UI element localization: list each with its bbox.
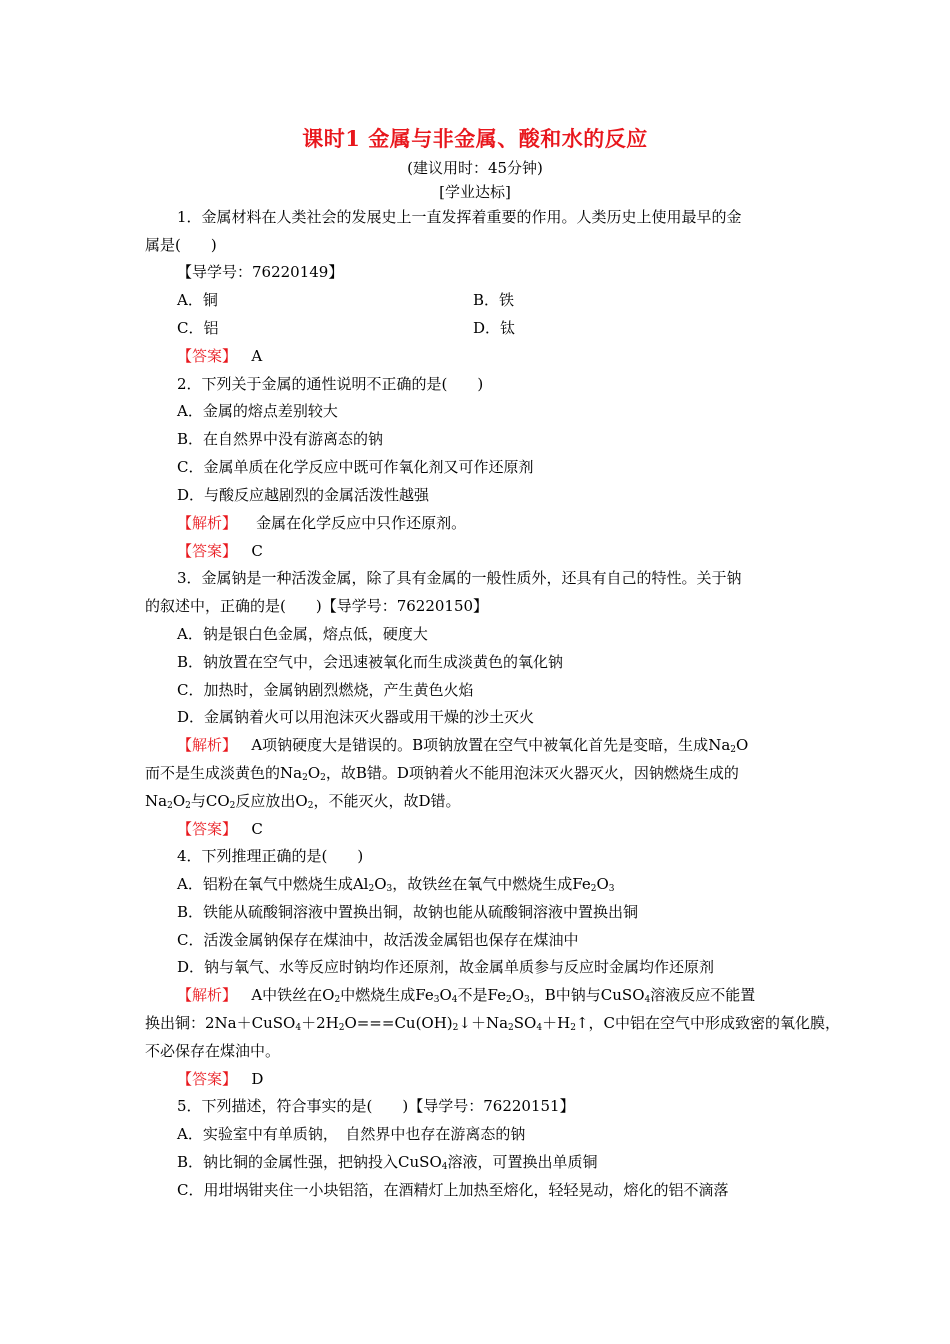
answer-tag: 【答案】 [177,1070,238,1088]
question-5-stem: 5．下列描述，符合事实的是( )【导学号：76220151】 [177,1097,575,1115]
question-3-stem-line-1: 3．金属钠是一种活泼金属，除了具有金属的一般性质外，还具有自己的特性。关于钠 [177,569,742,587]
question-2-option-c: C．金属单质在化学反应中既可作氧化剂又可作还原剂 [177,458,534,476]
question-3-analysis-line-2: 而不是生成淡黄色的$Na_2O_2$，故B错。D项钠着火不能用泡沫灭火器灭火，因钠燃烧生成的 [145,764,739,783]
answer-value: C [251,542,263,560]
question-4-stem: 4．下列推理正确的是( ) [177,847,364,865]
answer-value: C [251,820,263,838]
question-2-stem: 2．下列关于金属的通性说明不正确的是( ) [177,375,484,393]
answer-tag: 【答案】 [177,347,238,365]
answer-value: D [251,1070,264,1088]
question-1-guide-number: 【导学号：76220149】 [177,263,344,281]
question-2-analysis [177,513,466,533]
question-3-option-c: C．加热时，金属钠剧烈燃烧，产生黄色火焰 [177,681,474,699]
question-4-option-b: B．铁能从硫酸铜溶液中置换出铜，故钠也能从硫酸铜溶液中置换出铜 [177,903,639,921]
question-1-stem-line-2: 属是( ) [145,236,217,254]
question-3-analysis-line-1: 【解析】 A项钠硬度大是错误的。B项钠放置在空气中被氧化首先是变暗，生成$Na_2O$ [177,736,749,755]
analysis-tag: 【解析】 [177,514,238,532]
question-2-option-d: D．与酸反应越剧烈的金属活泼性越强 [177,486,430,504]
question-2-option-b: B．在自然界中没有游离态的钠 [177,430,384,448]
answer-tag: 【答案】 [177,542,238,560]
analysis-tag: 【解析】 [177,986,238,1004]
analysis-text: 金属在化学反应中只作还原剂。 [256,514,467,532]
question-3-option-a: A．钠是银白色金属，熔点低，硬度大 [177,625,428,643]
analysis-tag: 【解析】 [177,736,238,754]
question-4-option-a: A．铝粉在氧气中燃烧生成$Al_2O_3$，故铁丝在氧气中燃烧生成$Fe_2O_3$ [177,875,615,894]
question-4-analysis-line-2: 换出铜：$2Na+CuSO_4+2H_2O===Cu(OH)_2↓+Na_2SO_4+H_2↑$，C中铝在空气中形成致密的氧化膜， [145,1014,840,1033]
question-3-analysis-line-3: $Na_2O_2$与$CO_2$反应放出$O_2$，不能灭火，故D错。 [145,792,461,811]
question-3-answer [177,819,263,839]
question-3-stem-line-2: 的叙述中，正确的是( )【导学号：76220150】 [145,597,489,615]
page-title: 课时1 金属与非金属、酸和水的反应 [302,126,648,151]
question-1-option-d: D．钛 [473,319,516,337]
question-1-option-b: B．铁 [473,291,515,309]
question-5-option-b: B．钠比铜的金属性强，把钠投入CuSO$_4$溶液，可置换出单质铜 [177,1153,598,1172]
question-3-option-b: B．钠放置在空气中，会迅速被氧化而生成淡黄色的氧化钠 [177,653,564,671]
answer-value: A [251,347,263,365]
question-1-stem-line-1: 1．金属材料在人类社会的发展史上一直发挥着重要的作用。人类历史上使用最早的金 [177,208,742,226]
question-1-option-c: C．铝 [177,319,219,337]
question-5-option-c: C．用坩埚钳夹住一小块铝箔，在酒精灯上加热至熔化，轻轻晃动，熔化的铝不滴落 [177,1181,729,1199]
answer-tag: 【答案】 [177,820,238,838]
question-4-option-c: C．活泼金属钠保存在煤油中，故活泼金属铝也保存在煤油中 [177,931,579,949]
question-4-answer [177,1069,263,1089]
suggested-time: (建议用时：45分钟) [407,159,543,177]
question-4-option-d: D．钠与氧气、水等反应时钠均作还原剂，故金属单质参与反应时金属均作还原剂 [177,958,715,976]
question-3-option-d: D．金属钠着火可以用泡沫灭火器或用干燥的沙土灭火 [177,708,535,726]
question-4-analysis-line-3: 不必保存在煤油中。 [145,1042,281,1060]
question-1-option-a: A．铜 [177,291,218,309]
question-2-answer [177,541,263,561]
question-5-option-a: A．实验室中有单质钠， 自然界中也存在游离态的钠 [177,1125,526,1143]
section-heading: [学业达标] [439,183,511,201]
question-2-option-a: A．金属的熔点差别较大 [177,402,338,420]
question-4-analysis-line-1: 【解析】 A中铁丝在$O_2$中燃烧生成$Fe_3O_4$不是$Fe_2O_3$，B中钠与CuSO$_4$溶液反应不能置 [177,986,756,1005]
question-1-answer [177,346,262,366]
